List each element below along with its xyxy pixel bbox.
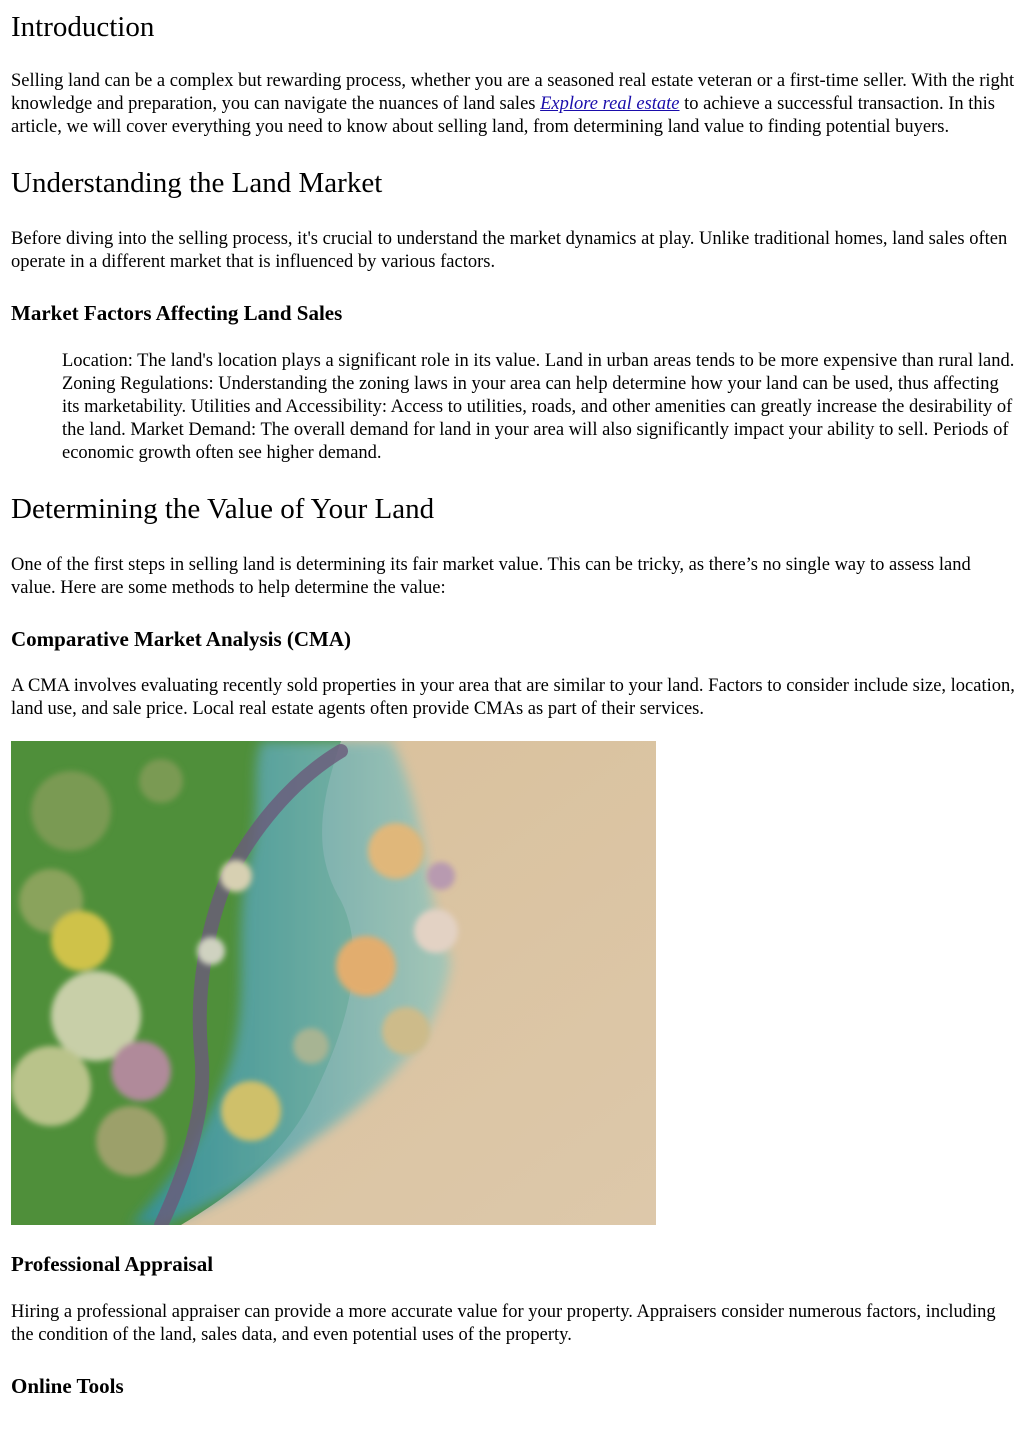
blockquote-market-factors: Location: The land's location plays a significant role in its value. Land in urban areas tends to be more expensive than rural land. Zoning Regulations: Understanding the zoning laws in your area can help determine how your land can be used, thus affecting its marketability. Utilities and Accessibility: Access to utilities, roads, and other amenities can greatly increase the desirability of the land. Market Demand: The overall demand for land in your area will also significantly impact your ability to sell. Periods of economic growth often see higher demand. [62,351,1015,463]
heading-land-market: Understanding the Land Market [11,167,383,199]
heading-introduction: Introduction [11,11,155,43]
aerial-flood-photo [11,741,656,1225]
paragraph-land-market: Before diving into the selling process, it's crucial to understand the market dynamics at play. Unlike traditional homes, land sales often operate in a different market that is influenced by various factors. [11,229,1008,272]
heading-professional-appraisal: Professional Appraisal [11,1252,214,1276]
heading-online-tools: Online Tools [11,1374,124,1398]
intro-text-end: to achieve a successful transaction. In this article, we will cover everything you need to know about selling land, from determining land value to finding potential buyers. [11,94,995,137]
paragraph-cma: A CMA involves evaluating recently sold properties in your area that are similar to your land. Factors to consider include size, location, land use, and sale price. Local real estate agents often provide CMAs as part of their services. [11,676,1015,719]
paragraph-introduction [11,70,1016,139]
heading-market-factors: Market Factors Affecting Land Sales [11,301,343,325]
intro-text-start: Selling land can be a complex but rewarding process, whether you are a seasoned real estate veteran or a first-time seller. With the right knowledge and preparation, you can navigate the nuances of land sales [11,71,1015,114]
paragraph-determining-value: One of the first steps in selling land is determining its fair market value. This can be tricky, as there’s no single way to assess land value. Here are some methods to help determine the value: [11,555,971,598]
paragraph-professional-appraisal: Hiring a professional appraiser can provide a more accurate value for your property. Appraisers consider numerous factors, including the condition of the land, sales data, and even potential uses of the property. [11,1302,996,1345]
heading-determining-value: Determining the Value of Your Land [11,493,435,525]
article [0,10,1024,1399]
heading-cma: Comparative Market Analysis (CMA) [11,627,352,651]
explore-real-estate-link[interactable]: Explore real estate [540,94,680,114]
